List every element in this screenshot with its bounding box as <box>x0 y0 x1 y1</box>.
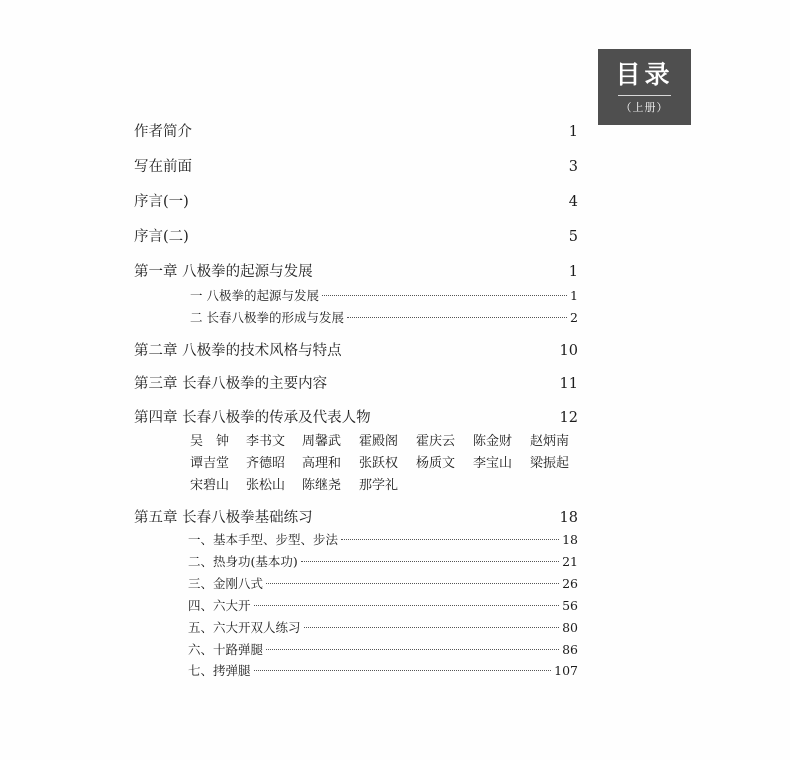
entry-label: 写在前面 <box>134 159 192 175</box>
toc-chapter-1[interactable] <box>134 261 578 283</box>
section-label: 一 八极拳的起源与发展 <box>190 288 319 303</box>
toc-title: 目录 <box>615 60 674 89</box>
person-name: 李宝山 <box>473 456 513 471</box>
toc-chapter-3[interactable] <box>134 373 578 395</box>
toc-entry-author-intro[interactable] <box>134 121 578 143</box>
toc-entry-preface-1[interactable] <box>134 191 578 213</box>
toc-entry-foreword-note[interactable] <box>134 156 578 178</box>
chapter-label: 第四章 长春八极拳的传承及代表人物 <box>134 410 371 426</box>
person-name: 张松山 <box>246 478 286 493</box>
section-page: 2 <box>570 310 578 325</box>
section-page: 56 <box>562 598 578 613</box>
person-name: 高理和 <box>302 456 342 471</box>
toc-section-1-2[interactable] <box>190 308 578 328</box>
section-label: 七、拷弹腿 <box>188 663 251 678</box>
person-name: 梁振起 <box>530 456 570 471</box>
entry-label: 作者简介 <box>134 124 192 140</box>
person-name: 那学礼 <box>359 478 399 493</box>
person-name: 周馨武 <box>302 434 342 449</box>
section-page: 1 <box>570 288 578 303</box>
person-name: 张跃权 <box>359 456 399 471</box>
section-label: 六、十路弹腿 <box>188 642 264 657</box>
chapter-page: 12 <box>559 410 578 426</box>
chapter-page: 10 <box>559 343 578 359</box>
section-page: 26 <box>562 576 578 591</box>
toc-section-5-7[interactable] <box>188 661 578 681</box>
chapter-label: 第二章 八极拳的技术风格与特点 <box>134 343 342 359</box>
section-label: 二、热身功(基本功) <box>188 554 298 569</box>
chapter-label: 第一章 八极拳的起源与发展 <box>134 264 313 280</box>
chapter-page: 18 <box>559 510 578 526</box>
toc-chapter-2[interactable] <box>134 340 578 362</box>
toc-section-5-1[interactable] <box>188 530 578 550</box>
dot-leader <box>322 295 567 296</box>
toc-chapter-5[interactable] <box>134 507 578 529</box>
dot-leader <box>304 627 560 628</box>
toc-section-1-1[interactable] <box>190 286 578 306</box>
toc-section-5-5[interactable] <box>188 618 578 638</box>
section-label: 四、六大开 <box>188 598 251 613</box>
dot-leader <box>266 649 559 650</box>
toc-section-5-3[interactable] <box>188 574 578 594</box>
section-label: 二 长春八极拳的形成与发展 <box>190 310 344 325</box>
dot-leader <box>254 605 560 606</box>
toc-section-5-4[interactable] <box>188 596 578 616</box>
toc-volume: （上册） <box>620 101 669 114</box>
entry-page: 4 <box>568 194 578 210</box>
person-name: 霍庆云 <box>416 434 456 449</box>
person-name: 陈继尧 <box>302 478 342 493</box>
section-page: 107 <box>554 663 578 678</box>
person-name: 李书文 <box>246 434 286 449</box>
person-name: 赵炳南 <box>530 434 570 449</box>
dot-leader <box>301 561 559 562</box>
dot-leader <box>341 539 559 540</box>
entry-label: 序言(一) <box>134 194 189 210</box>
section-label: 五、六大开双人练习 <box>188 620 301 635</box>
toc-chapter-4[interactable] <box>134 407 578 429</box>
person-name: 宋碧山 <box>190 478 230 493</box>
dot-leader <box>266 583 559 584</box>
section-page: 18 <box>562 532 578 547</box>
person-name: 霍殿阁 <box>359 434 399 449</box>
section-label: 一、基本手型、步型、步法 <box>188 532 339 547</box>
section-label: 三、金刚八式 <box>188 576 264 591</box>
toc-entry-preface-2[interactable] <box>134 226 578 248</box>
section-page: 80 <box>562 620 578 635</box>
dot-leader <box>254 670 552 671</box>
toc-badge <box>598 49 691 125</box>
badge-divider <box>618 95 671 96</box>
entry-page: 5 <box>568 229 578 245</box>
chapter-label: 第五章 长春八极拳基础练习 <box>134 510 313 526</box>
entry-page: 1 <box>568 124 578 140</box>
person-name: 陈金财 <box>473 434 513 449</box>
person-name: 吴 钟 <box>190 434 230 449</box>
entry-page: 3 <box>568 159 578 175</box>
person-name: 齐德昭 <box>246 456 286 471</box>
chapter-page: 1 <box>568 264 578 280</box>
section-page: 21 <box>562 554 578 569</box>
entry-label: 序言(二) <box>134 229 189 245</box>
chapter-label: 第三章 长春八极拳的主要内容 <box>134 376 328 392</box>
dot-leader <box>347 317 567 318</box>
person-name: 谭吉堂 <box>190 456 230 471</box>
chapter-page: 11 <box>559 376 578 392</box>
person-name: 杨质文 <box>416 456 456 471</box>
section-page: 86 <box>562 642 578 657</box>
toc-section-5-2[interactable] <box>188 552 578 572</box>
toc-section-5-6[interactable] <box>188 640 578 660</box>
